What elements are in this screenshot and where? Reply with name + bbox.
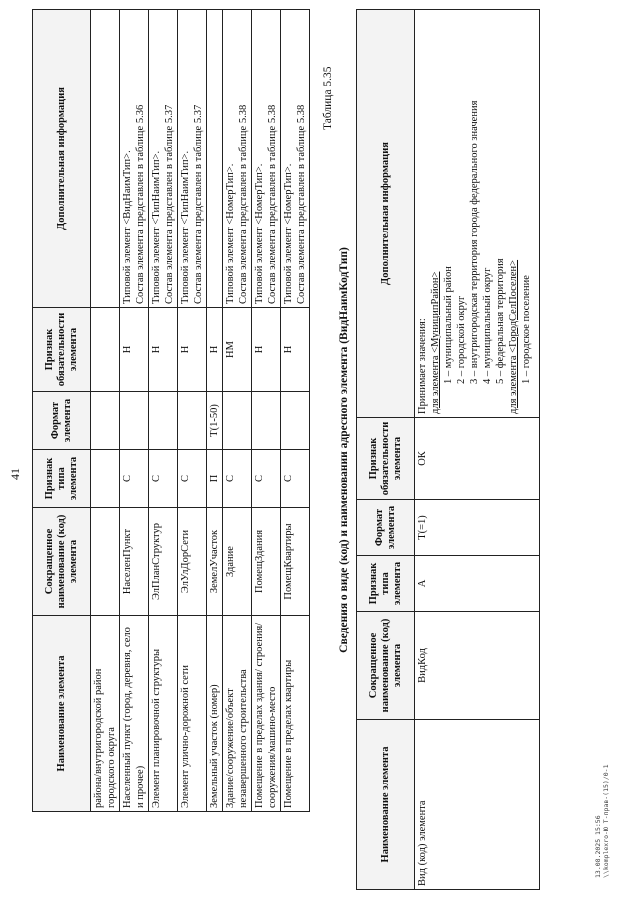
cell-code <box>91 508 120 616</box>
cell-type: С <box>281 450 310 508</box>
cell-info <box>149 10 178 308</box>
cell-name: Населенный пункт (город, деревня, село и прочее) <box>120 616 149 812</box>
cell-name: Помещение в пределах здания/ строения/сооружения/машино-место <box>252 616 281 812</box>
col-header-format: Формат элемента <box>33 392 91 450</box>
cell-info <box>207 10 223 308</box>
cell-required: Н <box>120 308 149 392</box>
cell-required: Н <box>178 308 207 392</box>
cell-type: С <box>252 450 281 508</box>
col-header-code: Сокращенное наименование (код) элемента <box>33 508 91 616</box>
table-title: Сведения о виде (код) и наименовании адресного элемента (ВидНаимКодТип) <box>338 247 350 653</box>
cell-required: ОК <box>415 418 540 500</box>
cell-name: Элемент планировочной структуры <box>149 616 178 812</box>
cell-name: Элемент улично-дорожной сети <box>178 616 207 812</box>
info-value: 3 – внутригородская территория города федерального значения <box>469 100 480 384</box>
cell-type: А <box>415 556 540 612</box>
table-row <box>223 10 252 812</box>
print-footer <box>594 765 610 879</box>
table-row <box>207 10 223 812</box>
cell-type <box>91 450 120 508</box>
info-line: Типовой элемент <НомерТип>. <box>254 163 265 304</box>
table-row <box>91 10 120 812</box>
cell-required: НМ <box>223 308 252 392</box>
info-value: 5 – федеральная территория <box>495 258 506 384</box>
page-number: 41 <box>8 468 22 480</box>
table-row <box>252 10 281 812</box>
info-value: 1 – городское поселение <box>521 275 532 384</box>
info-line: Состав элемента представлен в таблице 5.38 <box>267 104 278 304</box>
cell-code: ЭлПланСтруктур <box>149 508 178 616</box>
info-line: Типовой элемент <ТипНаимТип>. <box>180 150 191 304</box>
col-header-code: Сокращенное наименование (код) элемента <box>357 612 415 720</box>
col-header-info: Дополнительная информация <box>33 10 91 308</box>
col-header-required: Признак обязательности элемента <box>33 308 91 392</box>
info-group-title: для элемента <МуниципРайон> <box>430 271 441 414</box>
cell-required <box>91 308 120 392</box>
cell-name: района/внутригородской район городского округа <box>91 616 120 812</box>
cell-info <box>120 10 149 308</box>
info-line: Типовой элемент <НомерТип>. <box>225 163 236 304</box>
table-row <box>149 10 178 812</box>
cell-info <box>415 10 540 418</box>
footer-path: \\komplexro-Ю Т-прав-(15)/0-1 <box>602 764 610 878</box>
info-value: 1 – муниципальный район <box>443 266 454 384</box>
cell-type: П <box>207 450 223 508</box>
cell-info <box>91 10 120 308</box>
cell-type: С <box>223 450 252 508</box>
col-header-name: Наименование элемента <box>33 616 91 812</box>
info-line: Состав элемента представлен в таблице 5.38 <box>238 104 249 304</box>
cell-required: Н <box>252 308 281 392</box>
cell-code: Здание <box>223 508 252 616</box>
info-line: Состав элемента представлен в таблице 5.37 <box>164 104 175 304</box>
col-header-format: Формат элемента <box>357 500 415 556</box>
cell-required: Н <box>281 308 310 392</box>
info-line: Состав элемента представлен в таблице 5.38 <box>296 104 307 304</box>
table-row <box>178 10 207 812</box>
info-intro: Принимает значения: <box>417 318 428 414</box>
cell-info <box>178 10 207 308</box>
cell-name: Земельный участок (номер) <box>207 616 223 812</box>
cell-format <box>252 392 281 450</box>
info-group-title: для элемента <ГородСелПоселен> <box>508 259 519 414</box>
cell-format: T(=1) <box>415 500 540 556</box>
cell-info <box>223 10 252 308</box>
cell-code: ПомещКвартиры <box>281 508 310 616</box>
cell-type: С <box>178 450 207 508</box>
cell-code: ЗемелУчасток <box>207 508 223 616</box>
col-header-type: Признак типа элемента <box>357 556 415 612</box>
col-header-name: Наименование элемента <box>357 720 415 890</box>
cell-name: Вид (код) элемента <box>415 720 540 890</box>
cell-format <box>223 392 252 450</box>
cell-format <box>120 392 149 450</box>
cell-code: НаселенПункт <box>120 508 149 616</box>
cell-info <box>252 10 281 308</box>
col-header-info: Дополнительная информация <box>357 10 415 418</box>
table-kind-name-code <box>356 9 540 890</box>
info-line: Типовой элемент <ВидНаимТип>. <box>122 150 133 304</box>
info-line: Типовой элемент <ТипНаимТип>. <box>151 150 162 304</box>
cell-code: ПомещЗдания <box>252 508 281 616</box>
cell-format: T(1-50) <box>207 392 223 450</box>
table-row <box>120 10 149 812</box>
info-value: 2 – городской округ <box>456 295 467 384</box>
cell-required: Н <box>149 308 178 392</box>
info-value: 4 – муниципальный округ <box>482 267 493 384</box>
info-line: Типовой элемент <НомерТип>. <box>283 163 294 304</box>
footer-timestamp: 13.08.2025 15:56 <box>594 815 602 878</box>
cell-name: Здание/сооружение/объект незавершенного строительства <box>223 616 252 812</box>
cell-format <box>149 392 178 450</box>
cell-name: Помещение в пределах квартиры <box>281 616 310 812</box>
cell-code: ЭлУлДорСети <box>178 508 207 616</box>
table-row <box>415 10 540 890</box>
cell-type: С <box>120 450 149 508</box>
info-line: Состав элемента представлен в таблице 5.36 <box>135 104 146 304</box>
cell-format <box>281 392 310 450</box>
cell-code: ВидКод <box>415 612 540 720</box>
cell-type: С <box>149 450 178 508</box>
cell-info <box>281 10 310 308</box>
col-header-required: Признак обязательности элемента <box>357 418 415 500</box>
cell-format <box>178 392 207 450</box>
info-line: Состав элемента представлен в таблице 5.37 <box>193 104 204 304</box>
cell-required: Н <box>207 308 223 392</box>
col-header-type: Признак типа элемента <box>33 450 91 508</box>
cell-format <box>91 392 120 450</box>
table-label: Таблица 5.35 <box>322 66 334 130</box>
table-row <box>281 10 310 812</box>
table-address-elements <box>32 9 310 812</box>
